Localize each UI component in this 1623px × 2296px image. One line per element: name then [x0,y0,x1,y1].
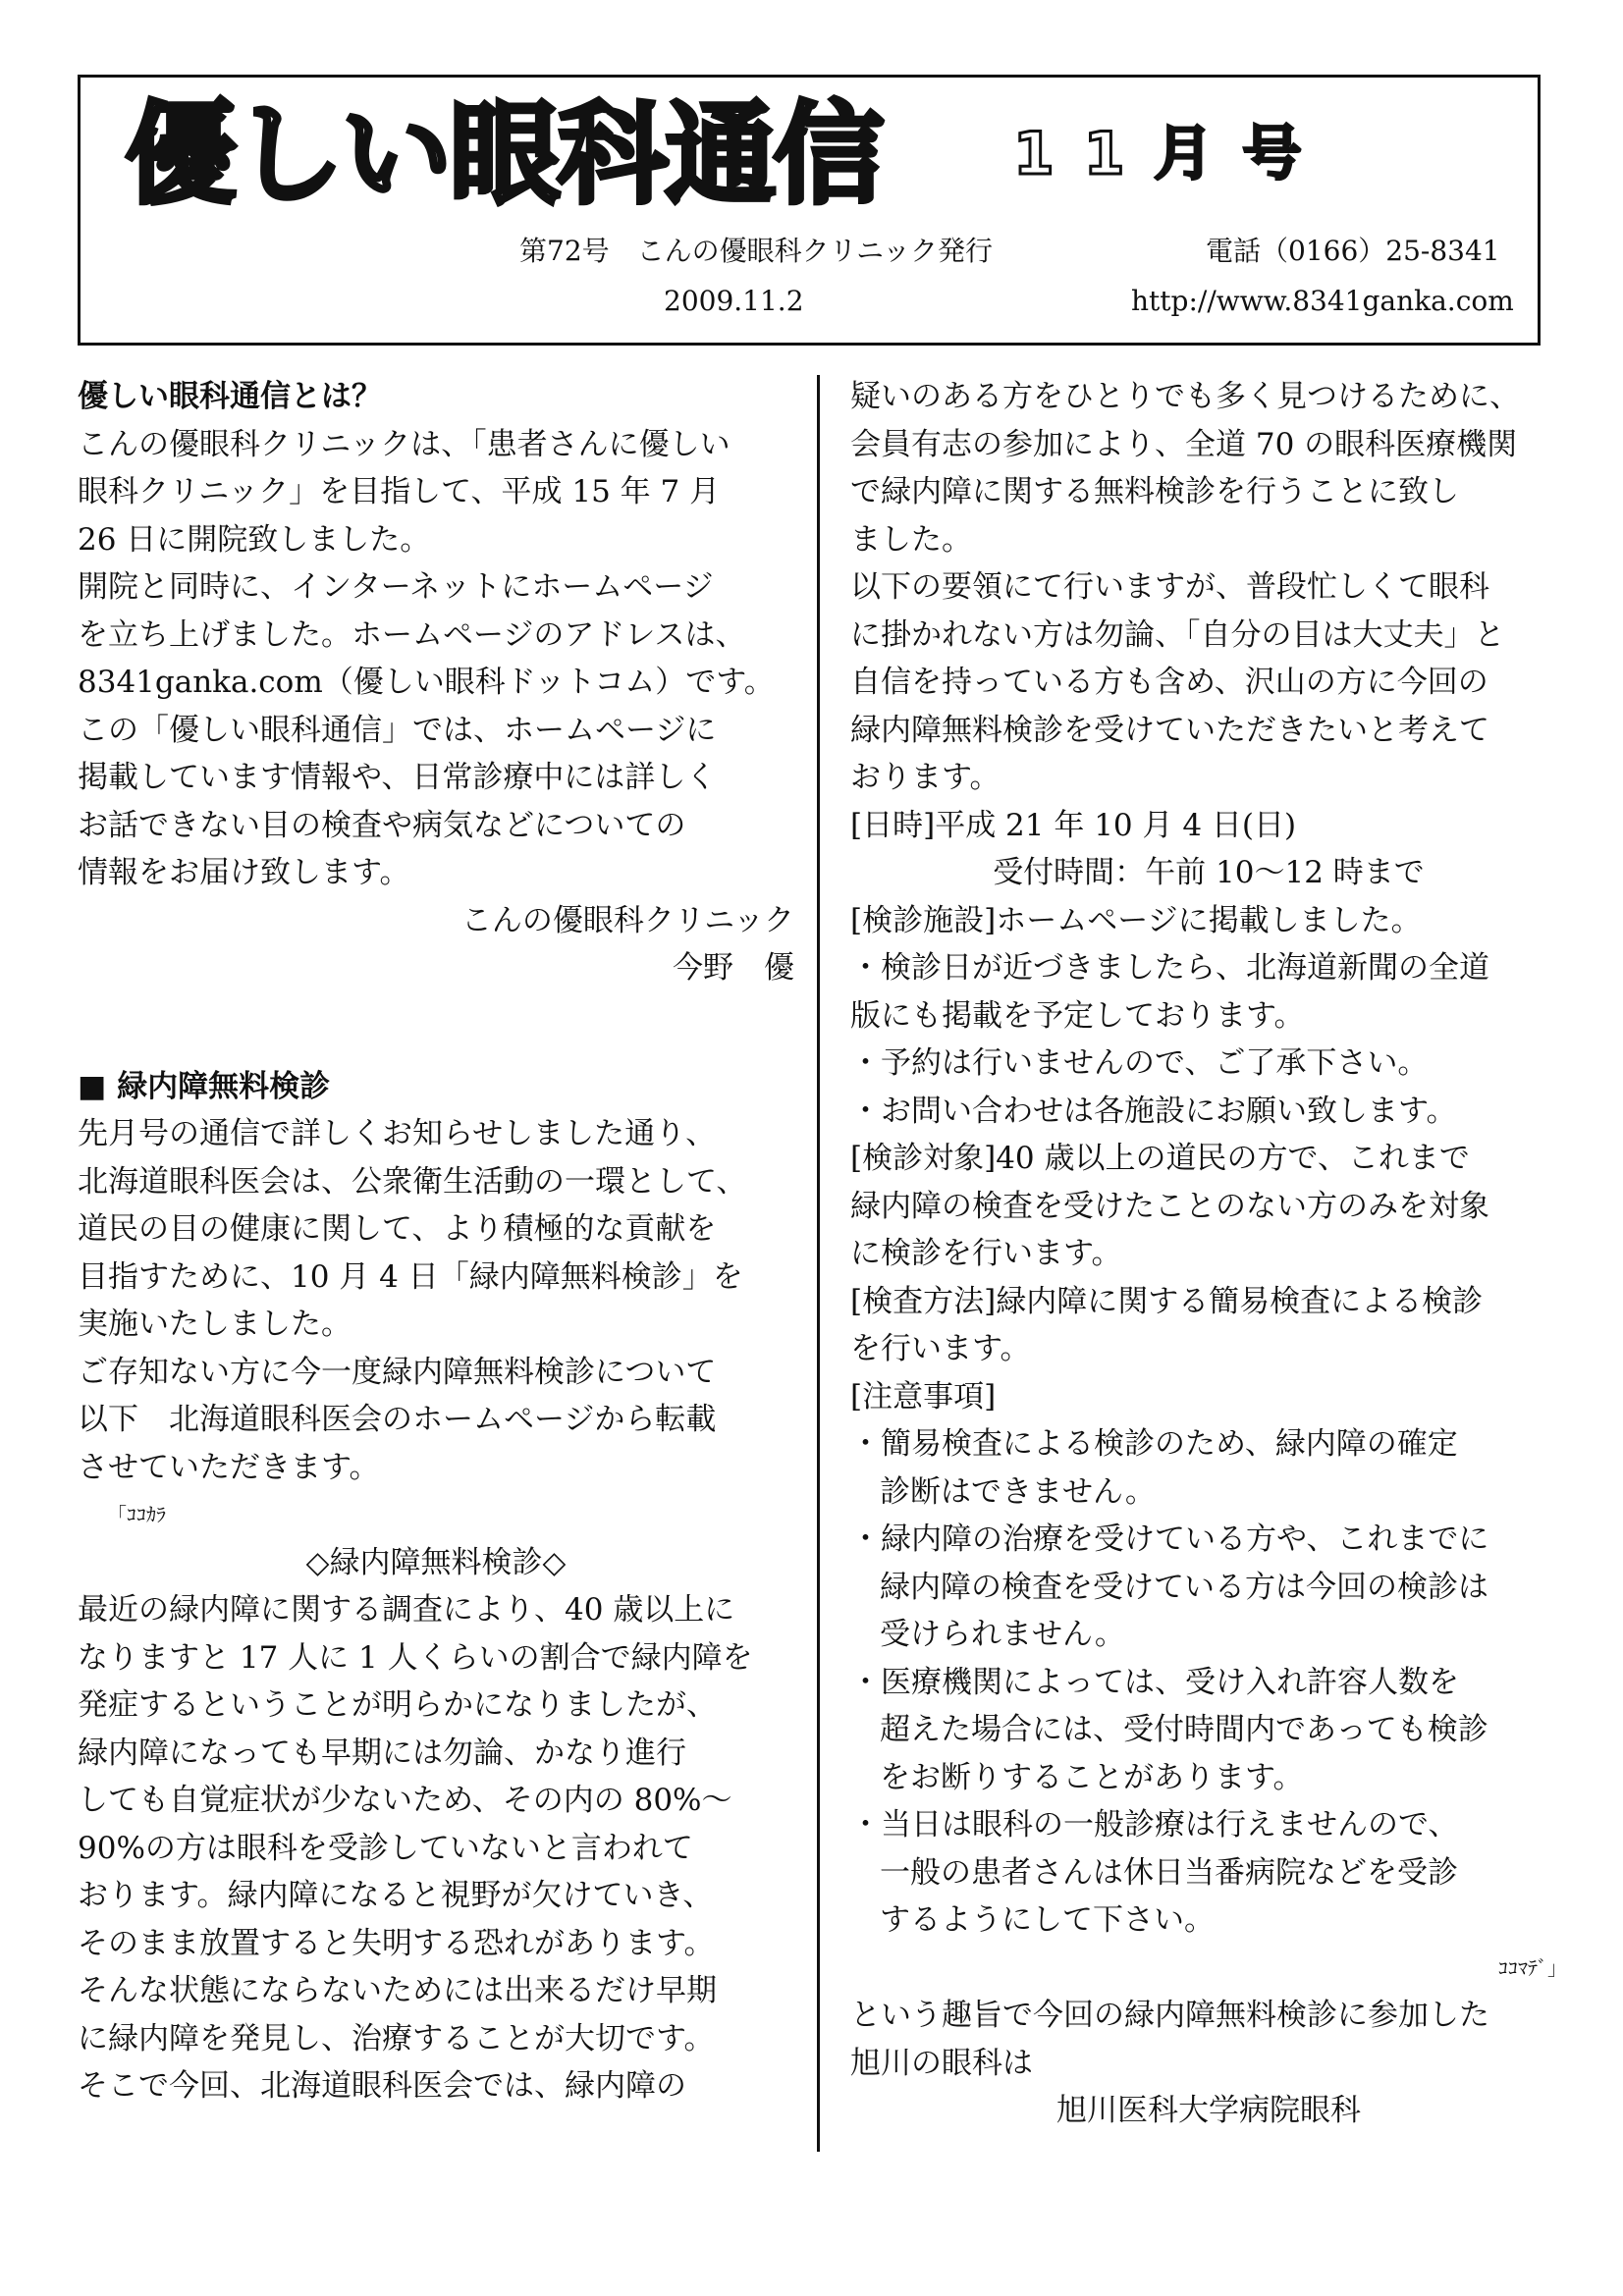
column-divider [817,375,820,2152]
text-line: 今野 優 [673,950,794,986]
text-line: ・検診日が近づきましたら、北海道新聞の全道 [850,950,1489,986]
text-line: するようにして下さい。 [880,1902,1215,1938]
right-column [850,373,1567,2135]
text-line: 緑内障になっても早期には勿論、かなり進行 [78,1735,686,1771]
text-line: そのまま放置すると失明する恐れがあります。 [78,1925,715,1961]
text-line: させていただきます。 [78,1449,380,1485]
text-line: ・予約は行いませんので、ご了承下さい。 [850,1045,1429,1081]
text-line: 発症するということが明らかになりましたが、 [78,1687,717,1723]
text-line: 旭川医科大学病院眼科 [1056,2093,1361,2128]
text-line: に検診を行います。 [850,1236,1122,1271]
text-line: 受付時間：午前 10～12 時まで [993,855,1425,890]
text-line: 一般の患者さんは休日当番病院などを受診 [880,1854,1458,1891]
text-line: [注意事項] [850,1378,997,1415]
text-line: ました。 [850,521,972,558]
text-line: という趣旨で今回の緑内障無料検診に参加した [850,1998,1489,2033]
text-line: 90%の方は眼科を受診していないと言われて [78,1830,693,1866]
text-line: 会員有志の参加により、全道 70 の眼科医療機関 [850,426,1518,462]
text-line: ・当日は眼科の一般診療は行えませんので、 [850,1807,1459,1842]
text-line: 緑内障の検査を受けたことのない方のみを対象 [850,1188,1489,1224]
text-line: 優しい眼科通信とは？ [78,379,382,414]
text-line: をお断りすることがあります。 [880,1759,1304,1795]
issue-info: 第72号 こんの優眼科クリニック発行 [519,235,993,267]
text-line: 目指すために、10 月 4 日「緑内障無料検診」を [78,1258,743,1295]
text-line: そこで今回、北海道眼科医会では、緑内障の [78,2068,686,2104]
text-line: お話できない目の検査や病気などについての [78,807,686,843]
text-line: こんの優眼科クリニックは、「患者さんに優しい [78,426,730,462]
text-line [78,992,794,1063]
text-line: ｺｺﾏﾃﾞ」 [1498,1955,1567,1980]
text-line: ・医療機関によっては、受け入れ許容人数を [850,1664,1459,1700]
text-line: 26 日に開院致しました。 [78,521,431,558]
text-line: ◇緑内障無料検診◇ [305,1544,567,1580]
text-line: [日時]平成 21 年 10 月 4 日(日) [850,807,1297,843]
text-line: 疑いのある方をひとりでも多く見つけるために、 [850,379,1520,414]
text-line: に緑内障を発見し、治療することが大切です。 [78,2020,715,2056]
text-line: 8341ganka.com（優しい眼科ドットコム）です。 [78,665,775,700]
text-line: 北海道眼科医会は、公衆衛生活動の一環として、 [78,1163,747,1200]
text-line: 版にも掲載を予定しております。 [850,997,1305,1034]
text-line: に掛かれない方は勿論、「自分の目は大丈夫」と [850,616,1505,653]
text-line: こんの優眼科クリニック [460,902,794,938]
text-line: ご存知ない方に今一度緑内障無料検診について [78,1354,717,1390]
website-url[interactable]: http://www.8341ganka.com [1131,285,1514,317]
text-line: 受けられません。 [880,1617,1125,1652]
text-line: おります。緑内障になると視野が欠けていき、 [78,1878,714,1913]
text-line: を行います。 [850,1331,1031,1366]
text-line: 最近の緑内障に関する調査により、40 歳以上に [78,1592,735,1628]
text-line: 「ｺｺｶﾗ [107,1503,166,1526]
text-line: ・お問い合わせは各施設にお願い致します。 [850,1093,1457,1129]
issue-month: 11月号 [1013,120,1331,188]
text-line: しても自覚症状が少ないため、その内の 80%～ [78,1783,732,1818]
text-line: なりますと 17 人に 1 人くらいの割合で緑内障を [78,1639,753,1676]
issue-date: 2009.11.2 [664,285,804,317]
text-line: [検診対象]40 歳以上の道民の方で、これまで [850,1141,1470,1176]
phone-number: 電話（0166）25-8341 [1206,235,1500,267]
text-line: 緑内障無料検診を受けていただきたいと考えて [850,712,1489,748]
text-line: 掲載しています情報や、日常診療中には詳しく [78,760,717,795]
text-line: 旭川の眼科は [850,2045,1033,2081]
text-line: 緑内障の検査を受けている方は今回の検診は [880,1569,1488,1605]
text-line: ・簡易検査による検診のため、緑内障の確定 [850,1426,1458,1462]
text-line: で緑内障に関する無料検診を行うことに致し [850,474,1459,509]
text-line: 道民の目の健康に関して、より積極的な貢献を [78,1211,717,1247]
left-column [78,373,794,2110]
text-line: [検診施設]ホームページに掲載しました。 [850,902,1422,938]
text-line: 診断はできません。 [880,1473,1156,1510]
text-line: 以下 北海道眼科医会のホームページから転載 [78,1402,717,1437]
text-line: 開院と同時に、インターネットにホームページ [78,569,714,605]
newsletter-title: 優しい眼科通信 [126,91,882,219]
text-line: 自信を持っている方も含め、沢山の方に今回の [850,665,1488,700]
text-line: そんな状態にならないためには出来るだけ早期 [78,1973,717,2008]
masthead [78,75,1541,346]
text-line: を立ち上げました。ホームページのアドレスは、 [78,616,746,653]
text-line: 超えた場合には、受付時間内であっても検診 [880,1712,1488,1747]
text-line: 情報をお届け致します。 [78,855,410,890]
text-line: ■ 緑内障無料検診 [78,1068,331,1104]
text-line: 以下の要領にて行いますが、普段忙しくて眼科 [850,569,1489,605]
text-line: おります。 [850,760,1001,795]
text-line: 実施いたしました。 [78,1307,352,1342]
text-line: 先月号の通信で詳しくお知らせしました通り、 [78,1116,717,1151]
text-line: 眼科クリニック」を目指して、平成 15 年 7 月 [78,474,721,509]
text-line: この「優しい眼科通信」では、ホームページに [78,712,717,748]
text-line: ・緑内障の治療を受けている方や、これまでに [850,1522,1489,1557]
text-line: [検査方法]緑内障に関する簡易検査による検診 [850,1283,1484,1319]
